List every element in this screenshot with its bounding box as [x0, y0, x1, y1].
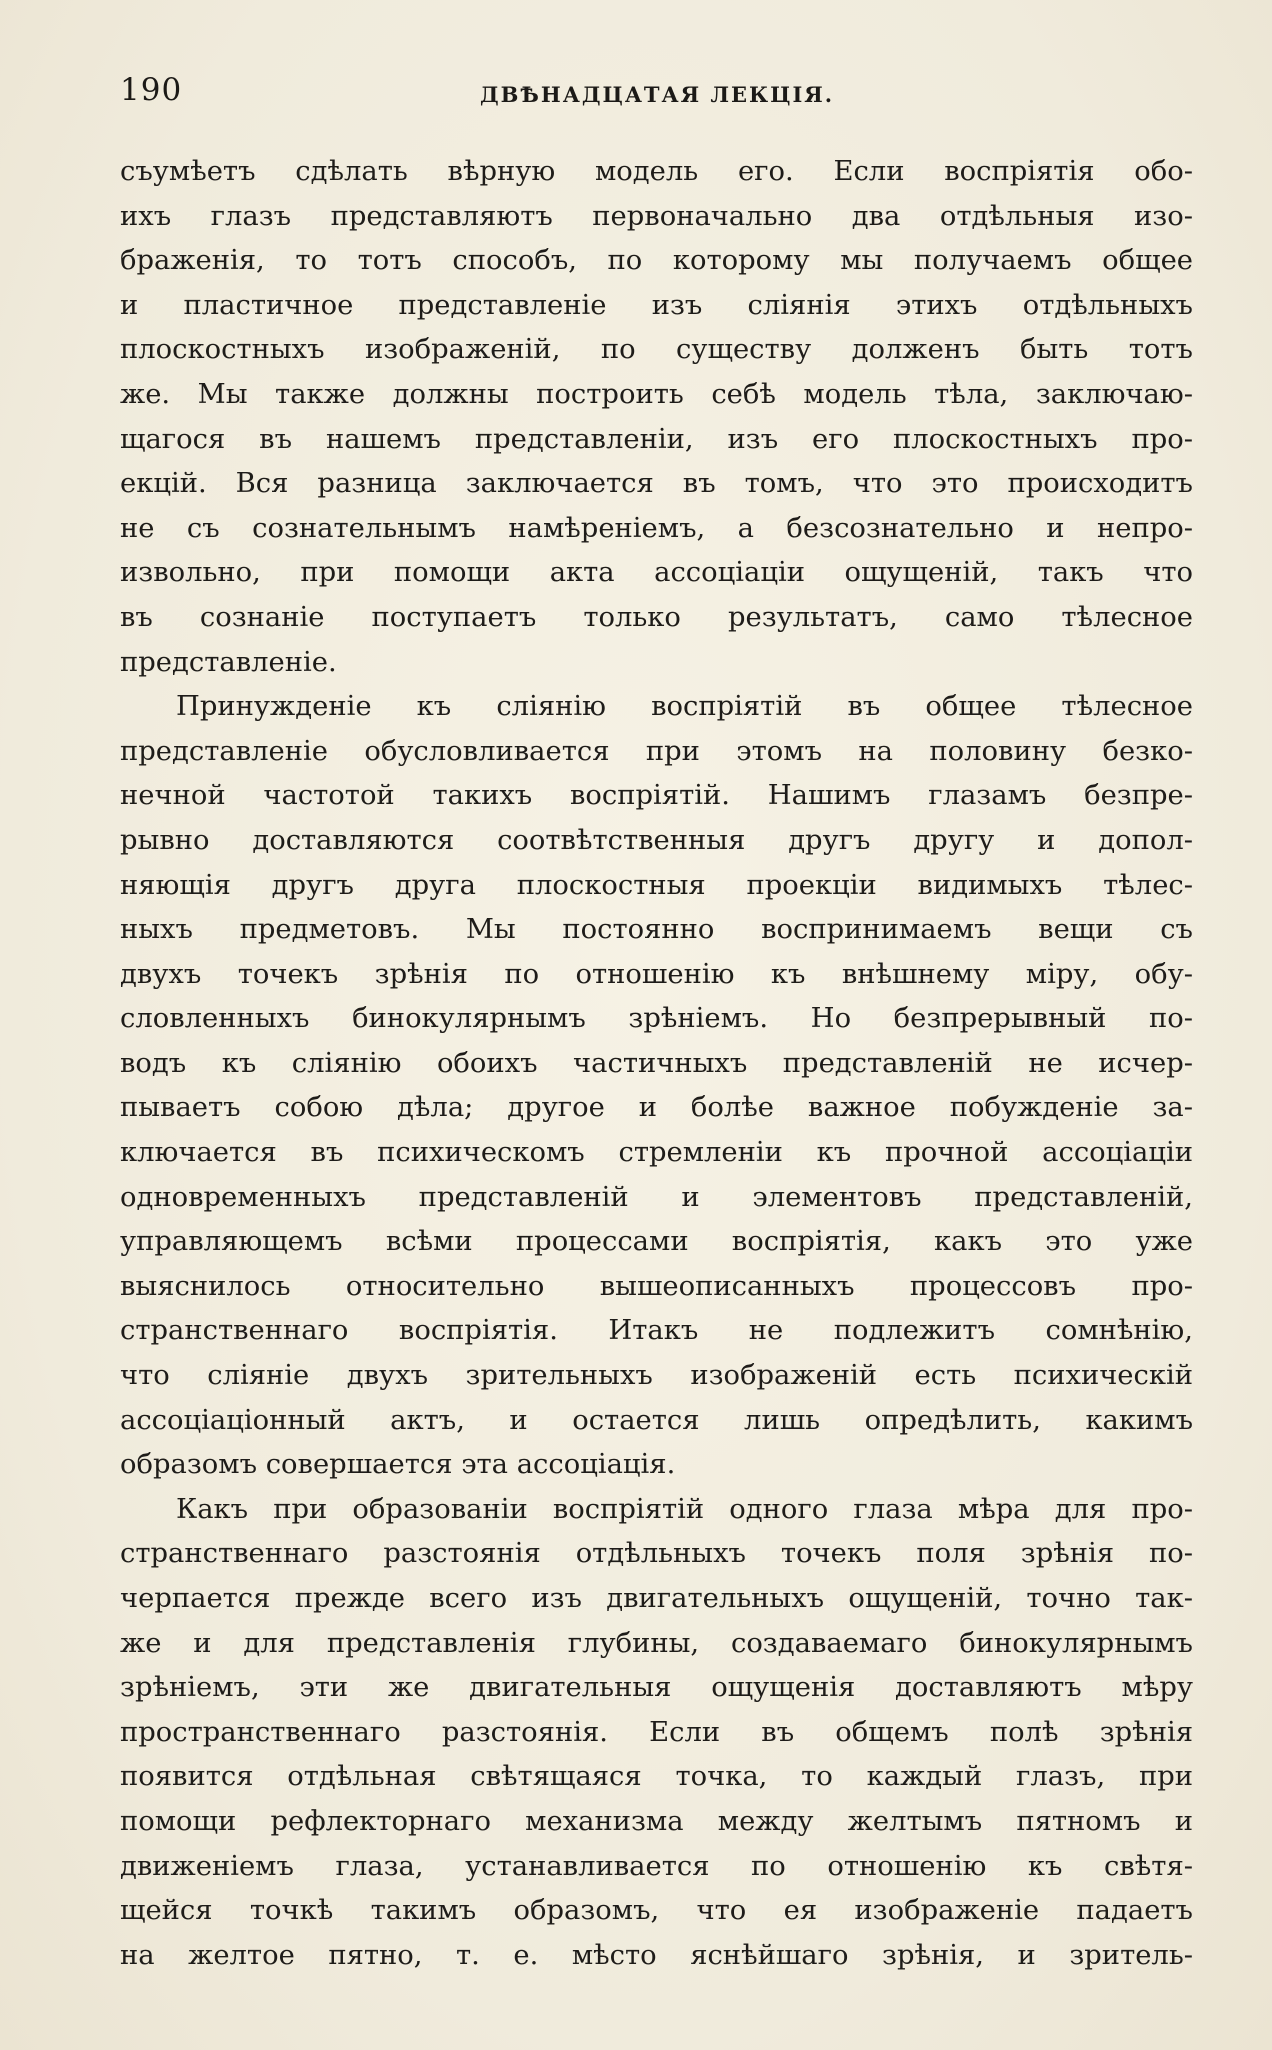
page-number: 190	[120, 72, 183, 108]
body-text	[120, 150, 1193, 1978]
text-line: образомъ совершается эта ассоціація.	[120, 1449, 676, 1481]
text-line: не съ сознательнымъ намѣреніемъ, а безсознательно и непро-	[120, 512, 1193, 544]
text-line: появится отдѣльная свѣтящаяся точка, то каждый глазъ, при	[120, 1761, 1193, 1793]
page-header	[120, 72, 1193, 116]
text-line: браженія, то тотъ способъ, по которому мы получаемъ общее	[120, 245, 1193, 277]
text-line: двухъ точекъ зрѣнія по отношенію къ внѣшнему міру, обу-	[120, 958, 1193, 990]
text-line: управляющемъ всѣми процессами воспріятія, какъ это уже	[120, 1226, 1193, 1258]
text-line: пываетъ собою дѣла; другое и болѣе важное побужденіе за-	[120, 1092, 1193, 1124]
text-line: черпается прежде всего изъ двигательныхъ ощущеній, точно так-	[120, 1583, 1193, 1614]
text-line: что сліяніе двухъ зрительныхъ изображеній есть психическій	[120, 1360, 1193, 1392]
text-line: же и для представленія глубины, создаваемаго бинокулярнымъ	[120, 1627, 1193, 1659]
text-line: одновременныхъ представленій и элементовъ представленій,	[120, 1181, 1193, 1213]
text-line: представленіе обусловливается при этомъ на половину безко-	[120, 735, 1193, 767]
paragraph-2	[120, 685, 1193, 1488]
text-line: ключается въ психическомъ стремленіи къ прочной ассоціаціи	[120, 1137, 1193, 1169]
text-line: плоскостныхъ изображеній, по существу долженъ быть тотъ	[120, 334, 1193, 366]
text-line: щагося въ нашемъ представленіи, изъ его плоскостныхъ про-	[120, 423, 1193, 455]
text-line: екцій. Вся разница заключается въ томъ, что это происходитъ	[120, 468, 1193, 500]
text-line: щейся точкѣ такимъ образомъ, что ея изображеніе падаетъ	[120, 1895, 1193, 1927]
text-line: же. Мы также должны построить себѣ модель тѣла, заключаю-	[120, 378, 1193, 410]
text-line: помощи рефлекторнаго механизма между желтымъ пятномъ и	[120, 1805, 1193, 1837]
text-line: и пластичное представленіе изъ сліянія этихъ отдѣльныхъ	[120, 289, 1193, 321]
text-line: въ сознаніе поступаетъ только результатъ, само тѣлесное	[120, 601, 1193, 633]
text-line: извольно, при помощи акта ассоціаціи ощущеній, такъ что	[120, 557, 1193, 589]
text-line: съумѣетъ сдѣлать вѣрную модель его. Если воспріятія обо-	[120, 156, 1193, 187]
running-title: ДВѢНАДЦАТАЯ ЛЕКЦІЯ.	[480, 82, 835, 107]
text-line: представленіе.	[120, 646, 337, 678]
text-line: ассоціаціонный актъ, и остается лишь опредѣлить, какимъ	[120, 1404, 1193, 1436]
text-line: странственнаго разстоянія отдѣльныхъ точекъ поля зрѣнія по-	[120, 1538, 1193, 1570]
text-line: Какъ при образованіи воспріятій одного глаза мѣра для про-	[176, 1493, 1193, 1525]
text-line: словленныхъ бинокулярнымъ зрѣніемъ. Но безпрерывный по-	[120, 1003, 1193, 1035]
text-line: нечной частотой такихъ воспріятій. Нашимъ глазамъ безпре-	[120, 780, 1193, 812]
text-line: на желтое пятно, т. е. мѣсто яснѣйшаго зрѣнія, и зритель-	[120, 1939, 1193, 1971]
text-line: движеніемъ глаза, устанавливается по отношенію къ свѣтя-	[120, 1850, 1193, 1882]
paragraph-1	[120, 150, 1193, 685]
text-line: странственнаго воспріятія. Итакъ не подлежитъ сомнѣнію,	[120, 1315, 1193, 1347]
text-line: ныхъ предметовъ. Мы постоянно воспринимаемъ вещи съ	[120, 914, 1193, 946]
text-line: пространственнаго разстоянія. Если въ общемъ полѣ зрѣнія	[120, 1716, 1193, 1748]
text-line: водъ къ сліянію обоихъ частичныхъ представленій не исчер-	[120, 1047, 1193, 1079]
text-line: рывно доставляются соотвѣтственныя другъ другу и допол-	[120, 824, 1193, 856]
text-line: зрѣніемъ, эти же двигательныя ощущенія доставляютъ мѣру	[120, 1672, 1193, 1704]
paragraph-3	[120, 1488, 1193, 1979]
text-line: ихъ глазъ представляютъ первоначально два отдѣльныя изо-	[120, 200, 1193, 232]
text-line: няющія другъ друга плоскостныя проекціи видимыхъ тѣлес-	[120, 869, 1193, 901]
text-line: выяснилось относительно вышеописанныхъ процессовъ про-	[120, 1270, 1193, 1302]
text-line: Принужденіе къ сліянію воспріятій въ общее тѣлесное	[176, 691, 1193, 723]
